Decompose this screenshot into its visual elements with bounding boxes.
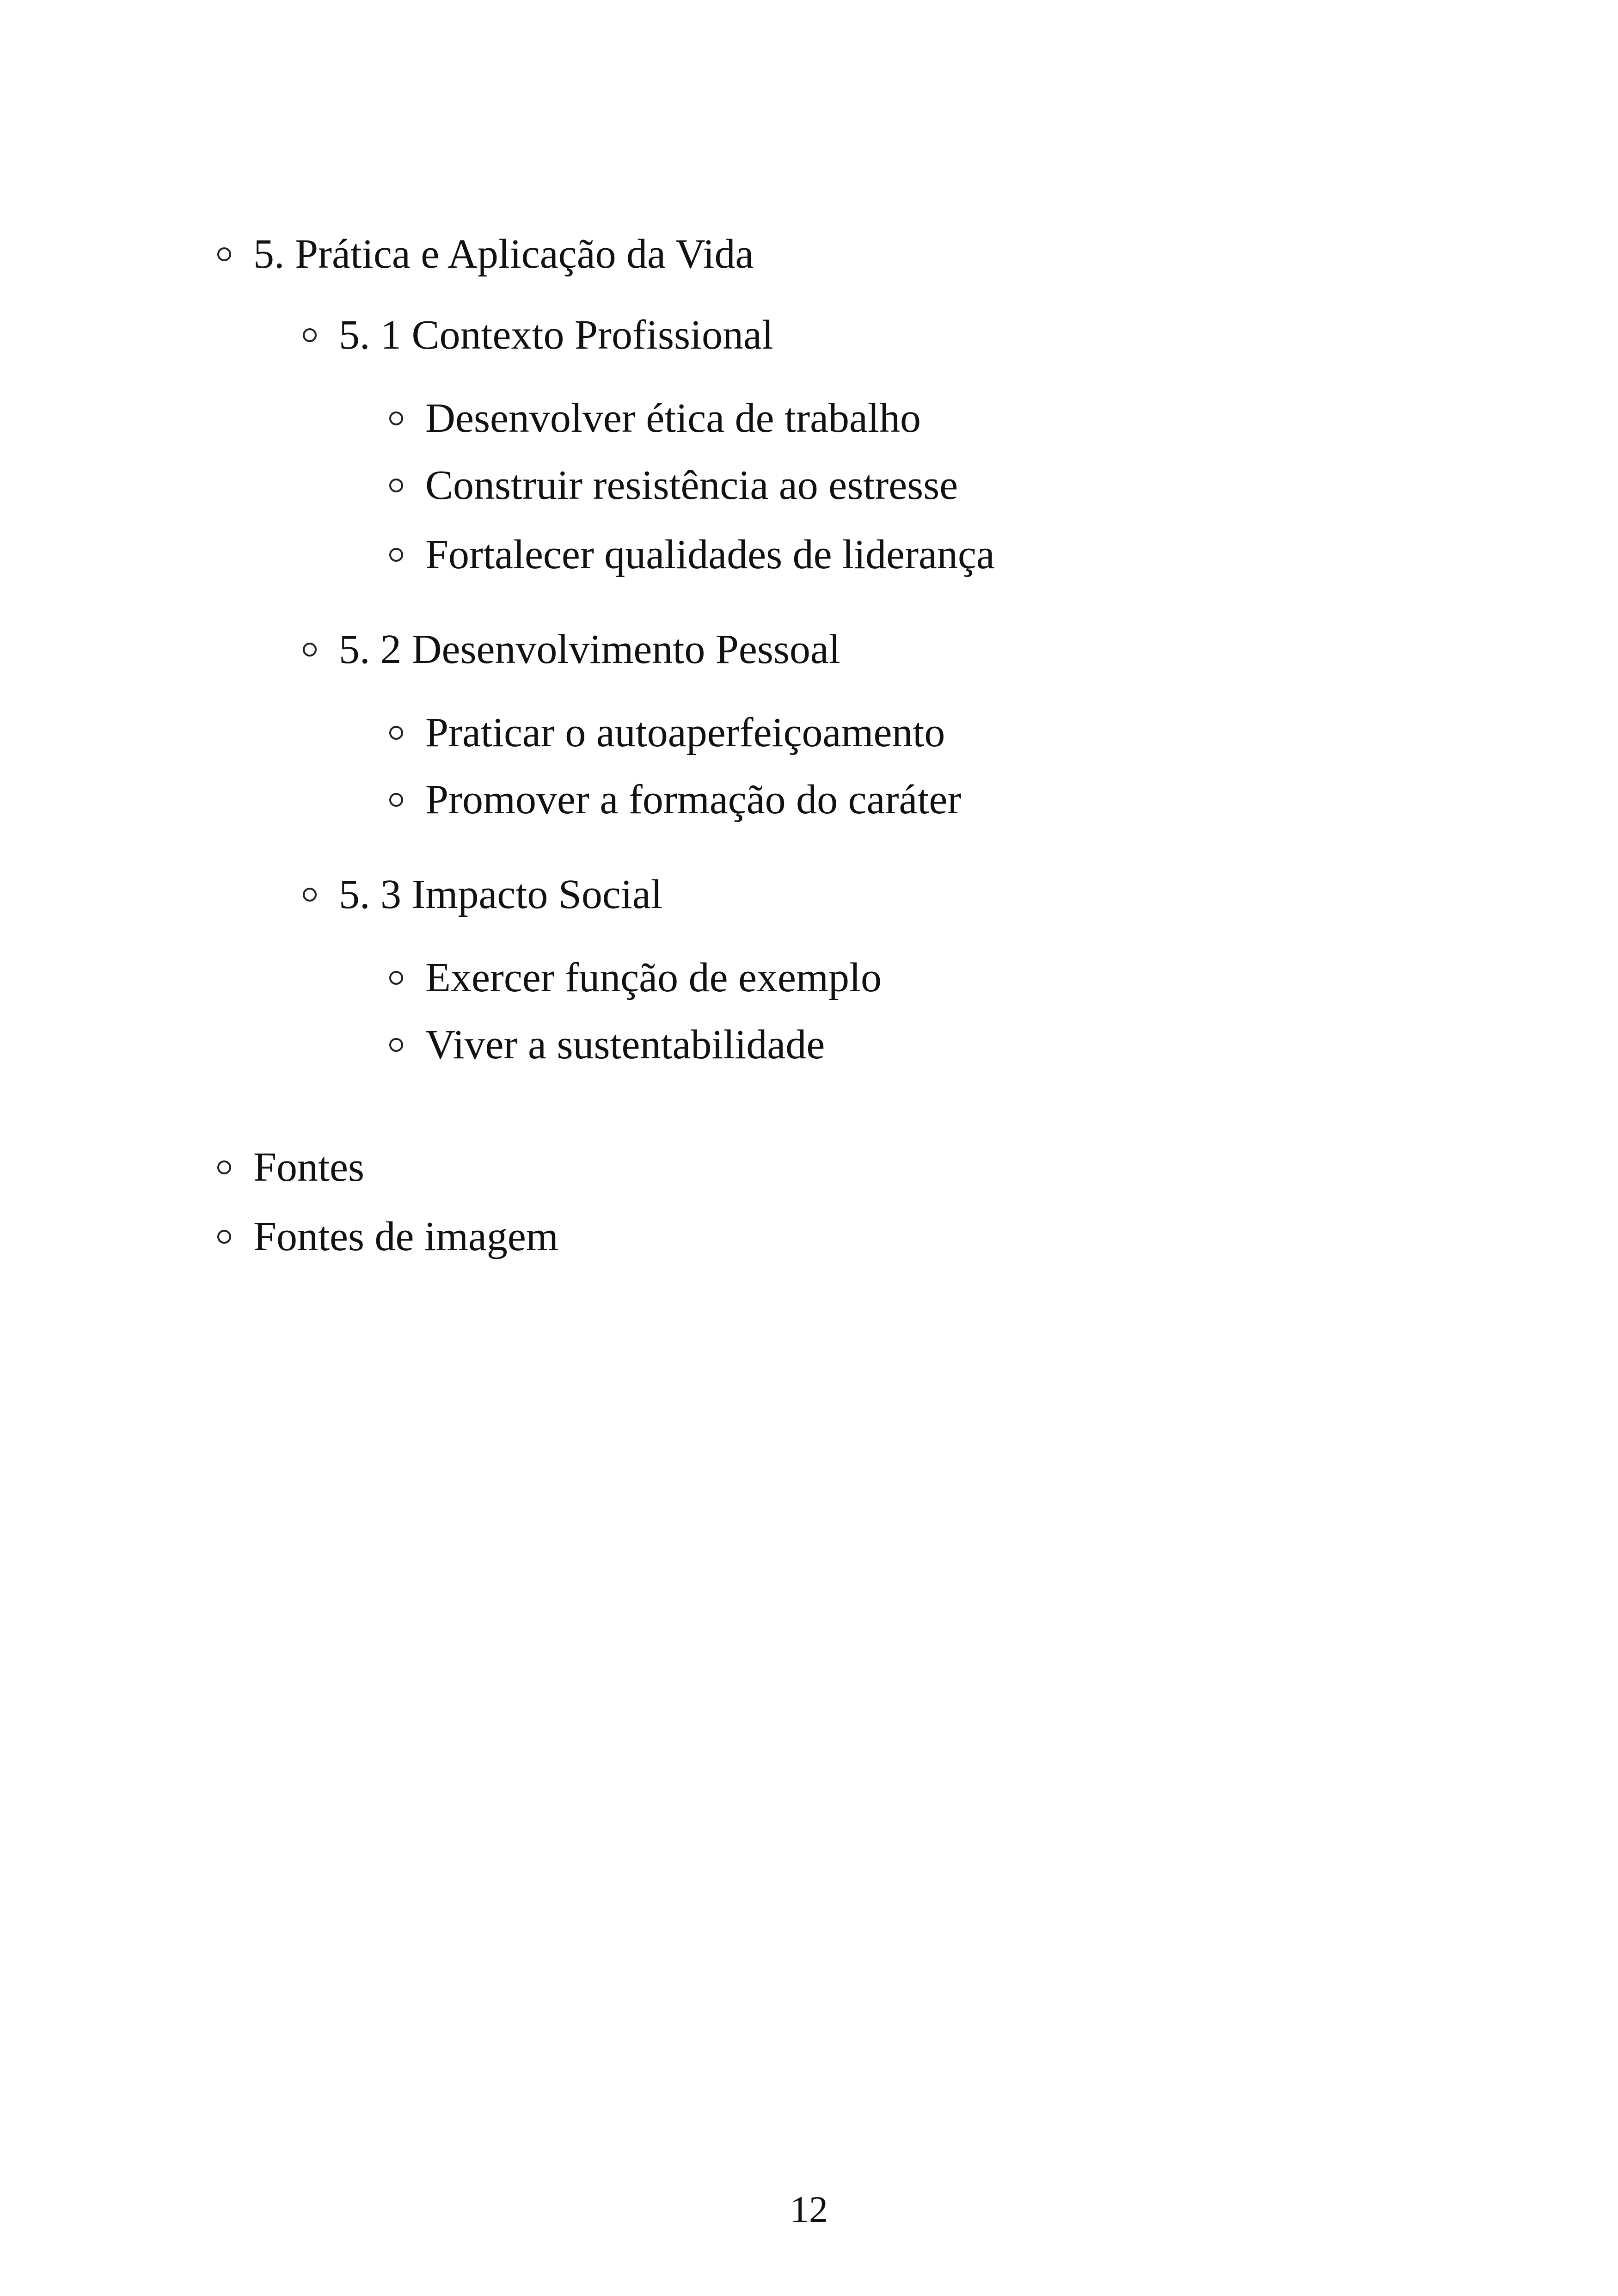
outline-item bbox=[389, 710, 945, 756]
outline-item-label: Promover a formação do caráter bbox=[425, 777, 962, 823]
outline-item-section-5-3 bbox=[303, 872, 662, 918]
outline-item-section-5 bbox=[217, 231, 754, 277]
outline-item-label: 5. Prática e Aplicação da Vida bbox=[253, 231, 754, 277]
outline-item bbox=[389, 1022, 825, 1068]
circle-bullet-icon bbox=[303, 643, 317, 657]
outline-item-section-5-1 bbox=[303, 312, 773, 358]
outline-item-label: Exercer função de exemplo bbox=[425, 955, 882, 1001]
outline-item-label: Desenvolver ética de trabalho bbox=[425, 395, 921, 441]
outline-item-label: 5. 2 Desenvolvimento Pessoal bbox=[339, 626, 840, 672]
outline-item bbox=[389, 955, 882, 1001]
circle-bullet-icon bbox=[303, 888, 317, 902]
outline-item-image-sources bbox=[217, 1214, 558, 1260]
circle-bullet-icon bbox=[217, 1160, 231, 1174]
outline-item-label: Viver a sustentabilidade bbox=[425, 1022, 825, 1068]
circle-bullet-icon bbox=[389, 1038, 403, 1052]
circle-bullet-icon bbox=[389, 971, 403, 985]
outline-item-label: 5. 3 Impacto Social bbox=[339, 872, 662, 917]
outline-item bbox=[389, 395, 921, 442]
circle-bullet-icon bbox=[217, 1230, 231, 1244]
circle-bullet-icon bbox=[389, 479, 403, 492]
outline-item-label: Fontes de imagem bbox=[253, 1214, 558, 1259]
circle-bullet-icon bbox=[389, 793, 403, 807]
outline-item-label: Fontes bbox=[253, 1144, 365, 1190]
outline-item-label: Praticar o autoaperfeiçoamento bbox=[425, 710, 945, 755]
circle-bullet-icon bbox=[303, 328, 317, 342]
circle-bullet-icon bbox=[389, 726, 403, 740]
outline-item-section-5-2 bbox=[303, 626, 840, 673]
outline-item bbox=[389, 532, 995, 578]
outline-item-label: Construir resistência ao estresse bbox=[425, 462, 958, 508]
outline-item-label: Fortalecer qualidades de liderança bbox=[425, 532, 995, 577]
outline-item-label: 5. 1 Contexto Profissional bbox=[339, 312, 773, 358]
outline-item bbox=[389, 777, 961, 823]
circle-bullet-icon bbox=[217, 247, 231, 261]
circle-bullet-icon bbox=[389, 411, 403, 425]
outline-item bbox=[389, 462, 958, 509]
circle-bullet-icon bbox=[389, 548, 403, 562]
page-number: 12 bbox=[790, 2188, 828, 2230]
outline-item-sources bbox=[217, 1144, 364, 1191]
